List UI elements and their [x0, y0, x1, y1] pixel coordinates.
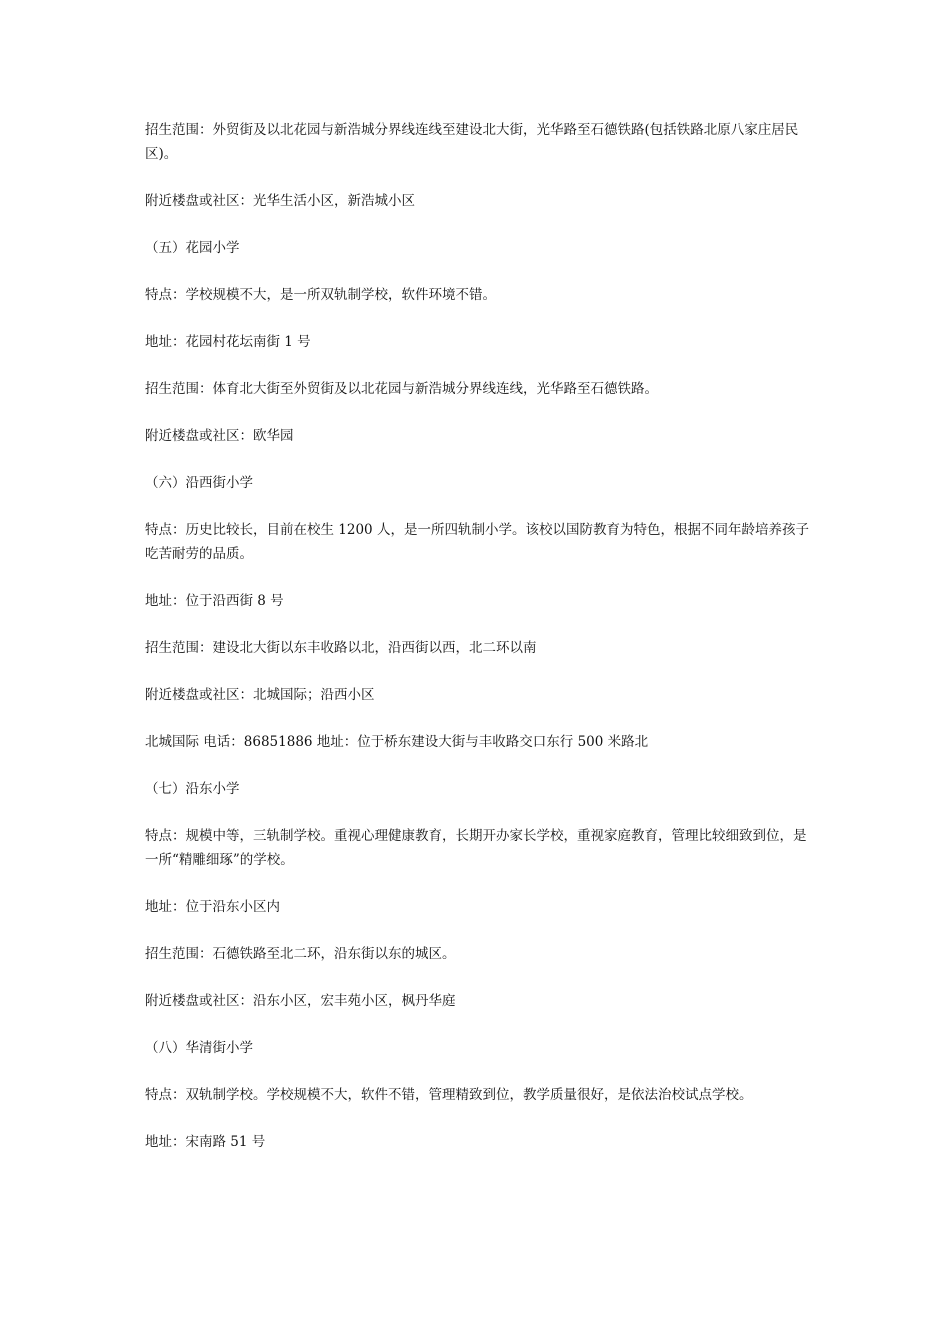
paragraph-enrollment-range: 招生范围：体育北大街至外贸街及以北花园与新浩城分界线连线，光华路至石德铁路。 [145, 381, 658, 397]
paragraph-features: 特点：规模中等，三轨制学校。重视心理健康教育，长期开办家长学校，重视家庭教育，管理比较细致到位，是一所“精雕细琢”的学校。 [145, 828, 807, 868]
paragraph-nearby-communities: 附近楼盘或社区：沿东小区，宏丰苑小区，枫丹华庭 [145, 993, 456, 1009]
paragraph-features: 特点：双轨制学校。学校规模不大，软件不错，管理精致到位，教学质量很好，是依法治校试点学校。 [145, 1087, 753, 1103]
paragraph-address: 地址：位于沿东小区内 [145, 899, 280, 915]
section-heading-school-8: （八）华清街小学 [145, 1040, 253, 1056]
section-heading-school-6: （六）沿西街小学 [145, 475, 253, 491]
section-heading-school-7: （七）沿东小学 [145, 781, 240, 797]
paragraph-features: 特点：学校规模不大，是一所双轨制学校，软件环境不错。 [145, 287, 496, 303]
paragraph-address: 地址：宋南路 51 号 [145, 1134, 266, 1150]
paragraph-nearby-communities: 附近楼盘或社区：欧华园 [145, 428, 294, 444]
paragraph-address: 地址：位于沿西街 8 号 [145, 593, 284, 609]
paragraph-enrollment-range: 招生范围：建设北大街以东丰收路以北，沿西街以西，北二环以南 [145, 640, 537, 656]
section-heading-school-5: （五）花园小学 [145, 240, 240, 256]
paragraph-nearby-communities: 附近楼盘或社区：北城国际；沿西小区 [145, 687, 375, 703]
document-body [145, 118, 810, 1177]
paragraph-enrollment-range: 招生范围：石德铁路至北二环，沿东街以东的城区。 [145, 946, 456, 962]
paragraph-features: 特点：历史比较长，目前在校生 1200 人，是一所四轨制小学。该校以国防教育为特色，根据不同年龄培养孩子吃苦耐劳的品质。 [145, 522, 809, 562]
paragraph-address: 地址：花园村花坛南街 1 号 [145, 334, 311, 350]
paragraph-contact-info: 北城国际 电话：86851886 地址：位于桥东建设大街与丰收路交口东行 500 米路北 [145, 734, 649, 750]
paragraph-enrollment-range: 招生范围：外贸街及以北花园与新浩城分界线连线至建设北大街，光华路至石德铁路(包括铁路北原八家庄居民区)。 [145, 122, 799, 162]
paragraph-nearby-communities: 附近楼盘或社区：光华生活小区，新浩城小区 [145, 193, 415, 209]
